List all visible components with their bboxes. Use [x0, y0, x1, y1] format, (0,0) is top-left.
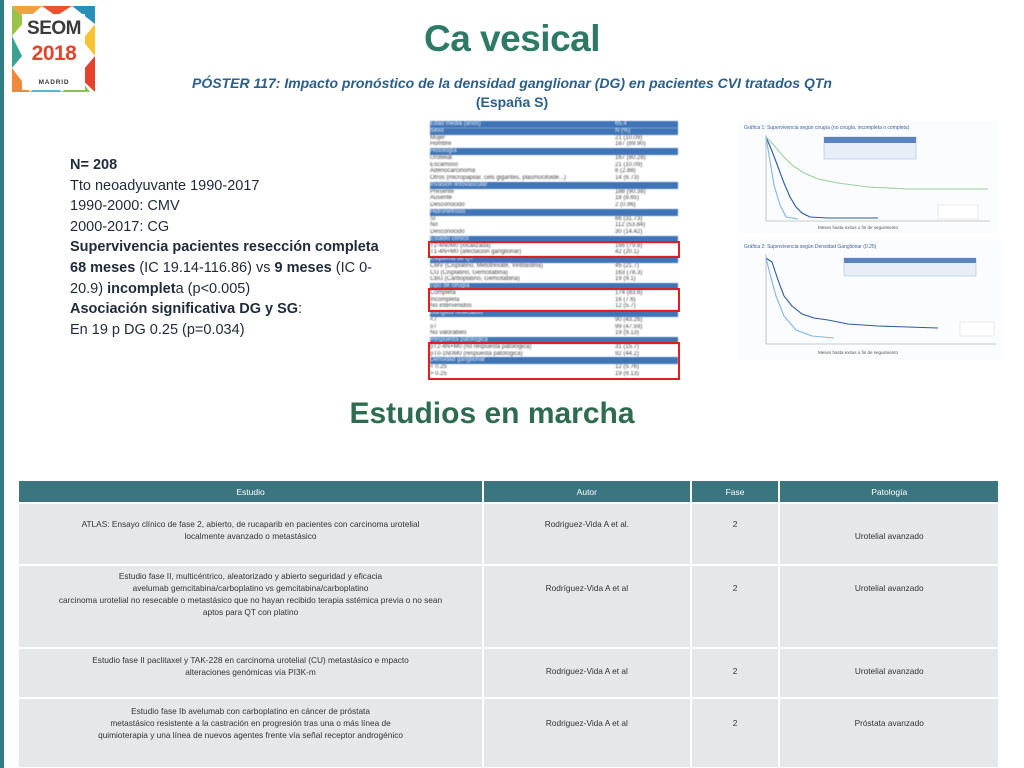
summary-n: N= 208	[70, 157, 118, 173]
logo-city: MADRID	[38, 79, 70, 86]
characteristics-row: Incompleta 16 (7.6)	[430, 296, 636, 303]
characteristics-row: Esquema de QT	[430, 256, 678, 263]
characteristics-row: Presente 188 (90.38)	[430, 188, 646, 195]
left-accent-line	[0, 0, 4, 768]
study-pathology: Próstata avanzado	[780, 699, 998, 767]
table-row	[19, 566, 998, 647]
characteristics-row: Desconocido 30 (14.42)	[430, 229, 643, 235]
characteristics-row: Sí 66 (31.73)	[430, 215, 643, 222]
col-header-patologia: Patología	[780, 481, 998, 502]
logo-name: SEOM	[27, 18, 81, 39]
study-author: Rodriguez-Vida A et al	[484, 699, 690, 767]
summary-treatment: Tto neoadyuvante 1990-2017	[70, 177, 260, 194]
graph2-title: Gráfica 2: Supervivencia según Densidad Ganglionar (0.25)	[744, 244, 877, 250]
summary-survival-values-cont: 20.9) incompleta (p<0.005)	[70, 280, 251, 297]
characteristics-row: T1-4N+M0 (afectación ganglionar) 42 (20.1)	[430, 249, 640, 256]
studies-table	[17, 479, 1000, 768]
characteristics-row: No 112 (53.84)	[430, 222, 646, 229]
characteristics-row: CBG (Carboplatino, Gemcitabina) 19 (9.1)	[430, 276, 636, 283]
study-phase: 2	[692, 649, 779, 697]
characteristics-row: Otros (micropapilar, cels gigantes, plasmocitoide...) 14 (6.73)	[430, 175, 640, 181]
study-description: Estudio fase Ib avelumab con carboplatino en cáncer de próstata metastásico resistente a la castración en progresión tras una o más línea de quimioterapia y una línea de nuevos agentes frente vía señal receptor androgénico	[19, 699, 482, 767]
characteristics-row: Urotelial 167 (80.28)	[430, 154, 646, 161]
study-phase: 2	[692, 566, 779, 647]
characteristics-row: Hidronefrosis	[430, 209, 678, 216]
study-author: Rodriguez-Vida A et al.	[484, 504, 690, 564]
characteristics-row: Densidad ganglionar	[430, 357, 678, 364]
study-author: Rodríguez-Vida A et al	[484, 566, 690, 647]
study-phase: 2	[692, 699, 779, 767]
characteristics-row: Estadio clínico	[430, 236, 678, 243]
characteristics-row: pT0-1N0M0 (respuesta patológica) 92 (44.2)	[430, 350, 640, 357]
study-pathology: Urotelial avanzado	[780, 649, 998, 697]
graph2-xlabel: Meses hasta exitus o fin de seguimiento	[818, 350, 899, 355]
survival-graph-surgery	[738, 121, 998, 233]
col-header-autor: Autor	[484, 481, 690, 502]
characteristics-row: <7 90 (43.26)	[430, 316, 643, 323]
study-description: ATLAS: Ensayo clínico de fase 2, abierto, de rucaparib en pacientes con carcinoma urotelial localmente avanzado o metastásico	[19, 504, 482, 564]
characteristics-row: Completa 174 (83.6)	[430, 289, 643, 296]
highlight-box	[428, 241, 680, 259]
characteristics-row: Ausente 18 (8.65)	[430, 195, 640, 202]
characteristics-row: CG (Cisplatino, Gemcitabina) 163 (78.3)	[430, 269, 643, 276]
characteristics-row: No valorables 19 (9.13)	[430, 330, 640, 337]
characteristics-row: Histología	[430, 148, 678, 155]
summary-period1: 1990-2000: CMV	[70, 198, 180, 215]
study-summary	[70, 155, 390, 340]
poster-subtitle: PÓSTER 117: Impacto pronóstico de la densidad ganglionar (DG) en pacientes CVI tratados QTn	[192, 75, 832, 91]
graph1-title: Gráfica 1: Supervivencia según cirugía (no cirugía, incompleta o completa)	[744, 125, 910, 131]
logo-year: 2018	[31, 42, 77, 65]
characteristics-row: CMV (Cisplatino, Metotrexate, Vinblastina) 45 (21.7)	[430, 262, 640, 269]
study-pathology: Urotelial avanzado	[780, 566, 998, 647]
study-author: Rodriguez-Vida A et al	[484, 649, 690, 697]
table-row	[19, 649, 998, 697]
characteristics-row: Ganglios resecados	[430, 310, 678, 317]
patient-characteristics-table	[428, 119, 680, 377]
poster-subtitle-origin: (España S)	[475, 94, 549, 110]
study-description: Estudio fase II, multicéntrico, aleatorizado y abierto seguridad y eficacia avelumab gemcitabina/carboplatino vs gemcitabina/carboplatino carcinoma urotelial no resecable o metastásico que no hayan recibido terapia sstémica previa o no sean aptos para QT con platino	[19, 566, 482, 647]
characteristics-row: Adenocarcinoma 6 (2.88)	[430, 168, 636, 175]
characteristics-row: T2-4N0M0 (localizada) 166 (79.8)	[430, 242, 643, 249]
highlight-box	[428, 288, 680, 312]
characteristics-row: Invasión linfovascular	[430, 182, 678, 189]
survival-graph-dg	[738, 240, 1004, 360]
summary-period2: 2000-2017: CG	[70, 218, 170, 235]
table-row	[19, 504, 998, 564]
characteristics-row: ≥7 99 (47.59)	[430, 323, 643, 330]
highlight-box	[428, 342, 680, 380]
characteristics-row: No intervenidos 12 (5.7)	[430, 303, 636, 310]
study-description: Estudio fase II paclitaxel y TAK-228 en carcinoma urotelial (CU) metastásico e mpacto alteraciones genómicas vía PI3K-m	[19, 649, 482, 697]
summary-survival-heading: Supervivencia pacientes resección completa	[70, 239, 379, 256]
characteristics-row: Mujer 21 (10.09)	[430, 134, 643, 141]
characteristics-row: pT2-4N+M0 (no respuesta patológica) 31 (15.7)	[430, 343, 640, 350]
summary-dg-result: En 19 p DG 0.25 (p=0.034)	[70, 321, 245, 338]
characteristics-row: Tipo de cirugía	[430, 283, 678, 290]
studies-header-row	[19, 481, 998, 502]
page-title: Ca vesical	[423, 18, 601, 59]
summary-association: Asociación significativa DG y SG:	[70, 301, 303, 318]
table-row	[19, 699, 998, 767]
study-pathology: Urotelial avanzado	[780, 504, 998, 564]
section-title: Estudios en marcha	[349, 397, 635, 430]
characteristics-row: < 0.25 12 (5.76)	[430, 364, 640, 370]
characteristics-row: Desconocido 2 (0.96)	[430, 202, 636, 208]
characteristics-row: Sexo N (%)	[430, 128, 678, 135]
summary-survival-values: 68 meses (IC 19.14-116.86) vs 9 meses (IC 0-	[70, 259, 373, 276]
study-phase: 2	[692, 504, 779, 564]
col-header-fase: Fase	[692, 481, 779, 502]
characteristics-row: Hombre 187 (89.90)	[430, 141, 646, 148]
characteristics-row: Respuesta patológica	[430, 337, 678, 344]
col-header-estudio: Estudio	[19, 481, 482, 502]
characteristics-row: Escamoso 21 (10.09)	[430, 161, 643, 168]
graph1-xlabel: Meses hasta exitus o fin de seguimiento	[818, 225, 899, 230]
characteristics-row: Edad media (años) 65.4	[430, 121, 678, 128]
characteristics-row: > 0.25 19 (9.13)	[430, 370, 640, 377]
